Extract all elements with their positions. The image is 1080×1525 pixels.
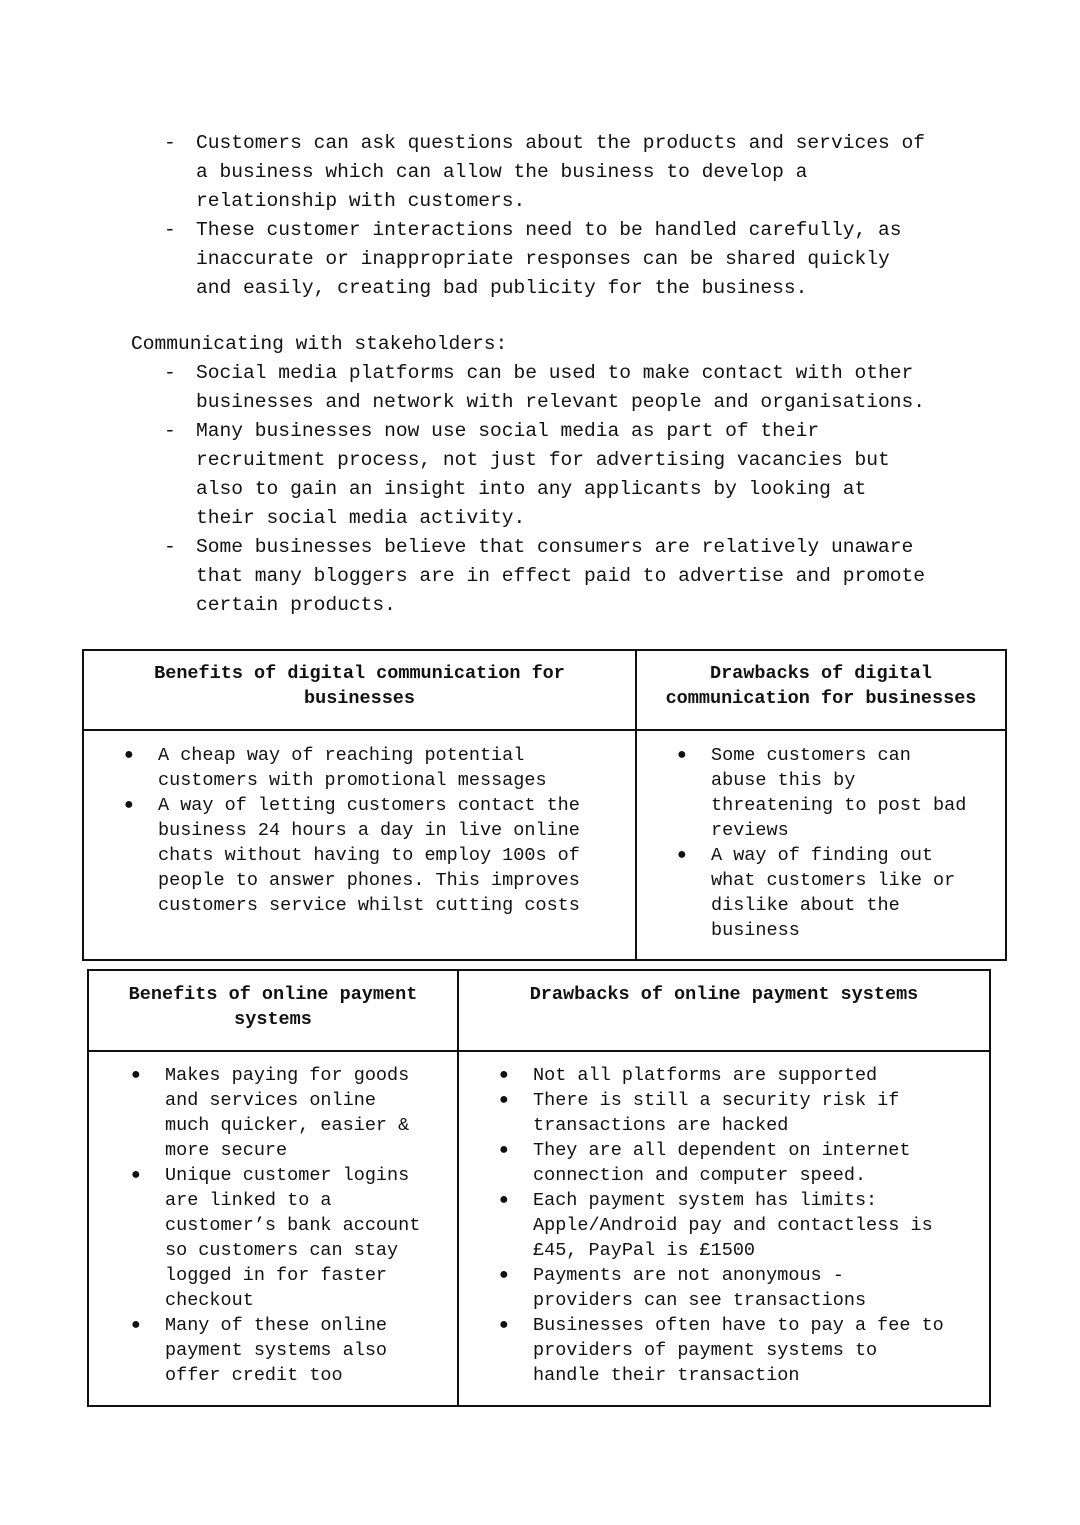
- bullet-marker: ●: [131, 1066, 141, 1084]
- text-line: business: [711, 920, 800, 941]
- dash-marker: -: [164, 132, 176, 154]
- list-item-text: [196, 216, 964, 303]
- list-item-text: [165, 1313, 457, 1388]
- list-item: [499, 1063, 989, 1088]
- list-item-text: [533, 1088, 989, 1138]
- text-line: and services online: [165, 1090, 376, 1111]
- text-line: checkout: [165, 1290, 254, 1311]
- list-item: [499, 1138, 989, 1188]
- table-header-row: [88, 970, 990, 1051]
- payment-drawbacks-header: [458, 970, 990, 1051]
- text-line: so customers can stay: [165, 1240, 399, 1261]
- list-item: [499, 1188, 989, 1263]
- text-line: people to answer phones. This improves: [158, 870, 580, 891]
- dash-marker: -: [164, 536, 176, 558]
- table-body-row: [83, 730, 1006, 960]
- text-line: offer credit too: [165, 1365, 343, 1386]
- text-line: dislike about the: [711, 895, 900, 916]
- header-line: communication for businesses: [665, 688, 977, 709]
- text-line: reviews: [711, 820, 789, 841]
- table-header-row: [83, 650, 1006, 730]
- table-body-row: [88, 1051, 990, 1406]
- text-line: Some customers can: [711, 745, 911, 766]
- text-line: They are all dependent on internet: [533, 1140, 911, 1161]
- text-line: Each payment system has limits:: [533, 1190, 878, 1211]
- text-line: A cheap way of reaching potential: [158, 745, 525, 766]
- list-item: [131, 1063, 457, 1163]
- list-item-text: [158, 793, 635, 918]
- text-line: customer’s bank account: [165, 1215, 421, 1236]
- list-item: [124, 793, 635, 918]
- text-line: a business which can allow the business to develop a: [196, 161, 808, 183]
- text-line: that many bloggers are in effect paid to advertise and promote: [196, 565, 926, 587]
- bullet-marker: ●: [131, 1166, 141, 1184]
- text-line: their social media activity.: [196, 507, 526, 529]
- text-line: £45, PayPal is £1500: [533, 1240, 756, 1261]
- header-line: systems: [234, 1009, 312, 1030]
- bullet-marker: ●: [499, 1141, 509, 1159]
- text-line: transactions are hacked: [533, 1115, 789, 1136]
- header-line: Drawbacks of online payment systems: [529, 984, 919, 1005]
- text-line: providers of payment systems to: [533, 1340, 878, 1361]
- list-item-text: [533, 1313, 989, 1388]
- list-item-text: [711, 743, 1005, 843]
- text-line: inaccurate or inappropriate responses can be shared quickly: [196, 248, 890, 270]
- text-line: also to gain an insight into any applicants by looking at: [196, 478, 867, 500]
- text-line: payment systems also: [165, 1340, 388, 1361]
- list-item-text: [165, 1063, 457, 1163]
- header-line: Benefits of online payment: [128, 984, 418, 1005]
- digital-communication-table: [82, 649, 1007, 961]
- text-line: A way of letting customers contact the: [158, 795, 580, 816]
- list-item: [131, 1313, 457, 1388]
- header-line: Benefits of digital communication for: [154, 663, 565, 684]
- list-item-text: [533, 1263, 989, 1313]
- payment-benefits-cell: [88, 1051, 458, 1406]
- list-item-text: [196, 359, 964, 417]
- text-line: Social media platforms can be used to make contact with other: [196, 362, 914, 384]
- text-line: Makes paying for goods: [165, 1065, 410, 1086]
- bullet-marker: ●: [677, 746, 687, 764]
- digital-benefits-list: [124, 743, 635, 918]
- text-line: much quicker, easier &: [165, 1115, 410, 1136]
- stakeholders-bullet-list: [164, 359, 964, 620]
- text-line: Some businesses believe that consumers are relatively unaware: [196, 536, 914, 558]
- list-item: [124, 743, 635, 793]
- bullet-marker: ●: [131, 1316, 141, 1334]
- list-item-text: [533, 1138, 989, 1188]
- list-item: [131, 1163, 457, 1313]
- list-item: [677, 743, 1005, 843]
- text-line: threatening to post bad: [711, 795, 967, 816]
- text-line: Many businesses now use social media as part of their: [196, 420, 820, 442]
- digital-benefits-cell: [83, 730, 636, 960]
- text-line: There is still a security risk if: [533, 1090, 900, 1111]
- list-item: [499, 1313, 989, 1388]
- bullet-marker: ●: [499, 1066, 509, 1084]
- list-item: [164, 216, 964, 303]
- list-item-text: [533, 1188, 989, 1263]
- list-item-text: [165, 1163, 457, 1313]
- payment-drawbacks-cell: [458, 1051, 990, 1406]
- bullet-marker: ●: [677, 846, 687, 864]
- list-item-text: [196, 417, 964, 533]
- text-line: Not all platforms are supported: [533, 1065, 878, 1086]
- list-item: [164, 533, 964, 620]
- text-line: Businesses often have to pay a fee to: [533, 1315, 944, 1336]
- list-item: [499, 1263, 989, 1313]
- text-line: more secure: [165, 1140, 288, 1161]
- text-line: and easily, creating bad publicity for the business.: [196, 277, 808, 299]
- text-line: Many of these online: [165, 1315, 388, 1336]
- digital-benefits-header: [83, 650, 636, 730]
- text-line: recruitment process, not just for advertising vacancies but: [196, 449, 890, 471]
- payment-drawbacks-list: [499, 1063, 989, 1388]
- text-line: providers can see transactions: [533, 1290, 867, 1311]
- header-line: businesses: [303, 688, 416, 709]
- list-item: [677, 843, 1005, 943]
- list-item: [164, 129, 964, 216]
- list-item-text: [711, 843, 1005, 943]
- dash-marker: -: [164, 362, 176, 384]
- text-line: Customers can ask questions about the products and services of: [196, 132, 926, 154]
- text-line: Apple/Android pay and contactless is: [533, 1215, 933, 1236]
- bullet-marker: ●: [499, 1191, 509, 1209]
- payment-benefits-list: [131, 1063, 457, 1388]
- payment-benefits-header: [88, 970, 458, 1051]
- digital-drawbacks-cell: [636, 730, 1006, 960]
- text-line: These customer interactions need to be handled carefully, as: [196, 219, 902, 241]
- list-item-text: [196, 129, 964, 216]
- text-line: customers service whilst cutting costs: [158, 895, 580, 916]
- list-item: [164, 359, 964, 417]
- header-line: Drawbacks of digital: [709, 663, 933, 684]
- text-line: business 24 hours a day in live online: [158, 820, 580, 841]
- bullet-marker: ●: [124, 796, 134, 814]
- text-line: what customers like or: [711, 870, 956, 891]
- stakeholders-heading: Communicating with stakeholders:: [131, 333, 508, 355]
- digital-drawbacks-list: [677, 743, 1005, 943]
- dash-marker: -: [164, 219, 176, 241]
- online-payment-table: [87, 969, 991, 1407]
- text-line: abuse this by: [711, 770, 856, 791]
- bullet-marker: ●: [124, 746, 134, 764]
- bullet-marker: ●: [499, 1316, 509, 1334]
- text-line: customers with promotional messages: [158, 770, 547, 791]
- list-item-text: [533, 1063, 989, 1088]
- text-line: Payments are not anonymous -: [533, 1265, 844, 1286]
- bullet-marker: ●: [499, 1091, 509, 1109]
- intro-bullet-list: [164, 129, 964, 303]
- dash-marker: -: [164, 420, 176, 442]
- text-line: certain products.: [196, 594, 396, 616]
- text-line: are linked to a: [165, 1190, 332, 1211]
- text-line: relationship with customers.: [196, 190, 526, 212]
- list-item: [499, 1088, 989, 1138]
- text-line: handle their transaction: [533, 1365, 800, 1386]
- text-line: connection and computer speed.: [533, 1165, 867, 1186]
- list-item-text: [196, 533, 964, 620]
- list-item-text: [158, 743, 635, 793]
- text-line: A way of finding out: [711, 845, 934, 866]
- text-line: Unique customer logins: [165, 1165, 410, 1186]
- text-line: businesses and network with relevant people and organisations.: [196, 391, 926, 413]
- bullet-marker: ●: [499, 1266, 509, 1284]
- digital-drawbacks-header: [636, 650, 1006, 730]
- text-line: logged in for faster: [165, 1265, 388, 1286]
- list-item: [164, 417, 964, 533]
- text-line: chats without having to employ 100s of: [158, 845, 580, 866]
